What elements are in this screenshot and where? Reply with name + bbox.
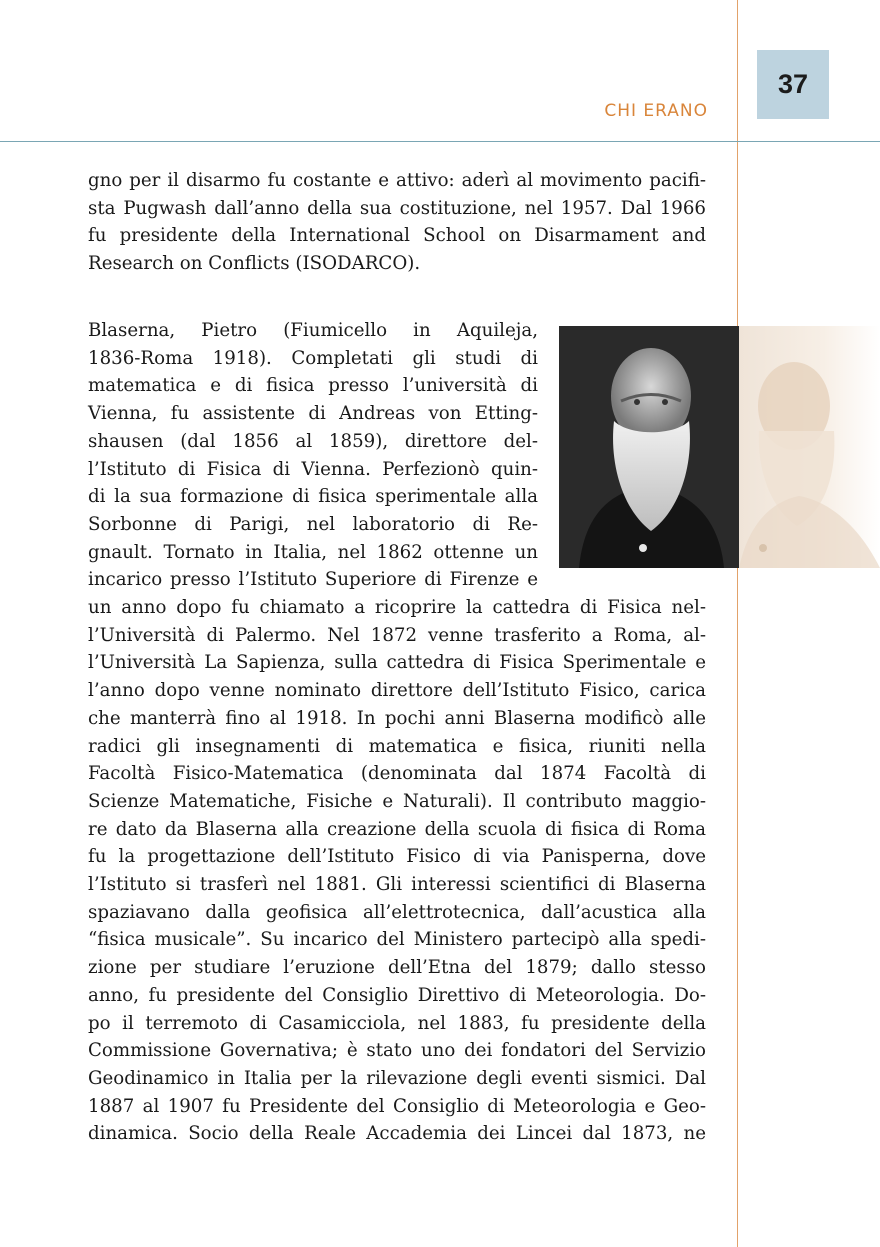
text-line: che manterrà fino al 1918. In pochi anni Blaserna modificò alle — [88, 707, 706, 729]
text-line: l’anno dopo venne nominato direttore dell’Istituto Fisico, carica — [88, 680, 706, 702]
text-line: anno, fu presidente del Consiglio Direttivo di Meteorologia. Do- — [88, 984, 706, 1006]
text-line: 1887 al 1907 fu Presidente del Consiglio di Meteorologia e Geo- — [88, 1095, 706, 1117]
text-line: “fisica musicale”. Su incarico del Ministero partecipò alla spedi- — [88, 929, 706, 951]
page-number-text: 37 — [777, 69, 809, 99]
text-line: Commissione Governativa; è stato uno dei fondatori del Servizio — [88, 1040, 706, 1062]
text-line: Research on Conflicts (ISODARCO). — [88, 253, 421, 275]
text-line: dinamica. Socio della Reale Accademia dei Lincei dal 1873, ne — [88, 1123, 706, 1145]
text-wrap-beside-portrait — [88, 317, 538, 594]
text-line: incarico presso l’Istituto Superiore di Firenze e — [88, 569, 538, 591]
text-line: radici gli insegnamenti di matematica e fisica, riuniti nella — [88, 735, 706, 757]
text-line: spaziavano dalla geofisica all’elettrotecnica, dall’acustica alla — [88, 901, 706, 923]
text-line: matematica e di fisica presso l’università di — [88, 375, 538, 397]
text-line: gno per il disarmo fu costante e attivo: aderì al movimento pacifi- — [88, 170, 706, 191]
text-line: l’Università di Palermo. Nel 1872 venne trasferito a Roma, al- — [88, 624, 706, 646]
text-line: l’Istituto si trasferì nel 1881. Gli interessi scientifici di Blaserna — [88, 874, 706, 896]
text-line: fu la progettazione dell’Istituto Fisico di via Panisperna, dove — [88, 846, 706, 868]
portrait-faded-illustration — [739, 326, 880, 568]
text-line: re dato da Blaserna alla creazione della scuola di fisica di Roma — [88, 818, 706, 840]
paragraph-continued — [88, 167, 706, 278]
text-line: po il terremoto di Casamicciola, nel 1883, fu presidente della — [88, 1012, 706, 1034]
section-label: CHI ERANO — [604, 101, 708, 121]
text-line: di la sua formazione di fisica sperimentale alla — [88, 486, 538, 508]
text-line: Vienna, fu assistente di Andreas von Etting- — [88, 403, 538, 425]
text-line: Facoltà Fisico-Matematica (denominata dal 1874 Facoltà di — [88, 763, 706, 785]
text-line: Scienze Matematiche, Fisiche e Naturali). Il contributo maggio- — [88, 790, 706, 812]
text-line: gnault. Tornato in Italia, nel 1862 ottenne un — [88, 541, 538, 563]
page-number — [757, 50, 829, 119]
vertical-rule — [737, 0, 738, 1247]
text-line: Geodinamico in Italia per la rilevazione degli eventi sismici. Dal — [88, 1067, 706, 1089]
text-line: shausen (dal 1856 al 1859), direttore del- — [88, 430, 538, 452]
text-line: Sorbonne di Parigi, nel laboratorio di Re- — [88, 513, 538, 535]
text-line: sta Pugwash dall’anno della sua costituzione, nel 1957. Dal 1966 — [88, 197, 706, 219]
text-line: fu presidente della International School on Disarmament and — [88, 225, 706, 247]
text-line: 1836-Roma 1918). Completati gli studi di — [88, 347, 538, 369]
header-rule — [0, 141, 880, 142]
text-line: zione per studiare l’eruzione dell’Etna del 1879; dallo stesso — [88, 957, 706, 979]
portrait-illustration — [559, 326, 739, 568]
portrait-faded-echo — [739, 326, 880, 568]
text-line: Blaserna, Pietro (Fiumicello in Aquileja, — [88, 320, 538, 341]
text-line: l’Istituto di Fisica di Vienna. Perfezionò quin- — [88, 458, 538, 480]
portrait-photo — [559, 326, 739, 568]
text-line: un anno dopo fu chiamato a ricoprire la cattedra di Fisica nel- — [88, 597, 706, 619]
text-line: l’Università La Sapienza, sulla cattedra di Fisica Sperimentale e — [88, 652, 706, 674]
